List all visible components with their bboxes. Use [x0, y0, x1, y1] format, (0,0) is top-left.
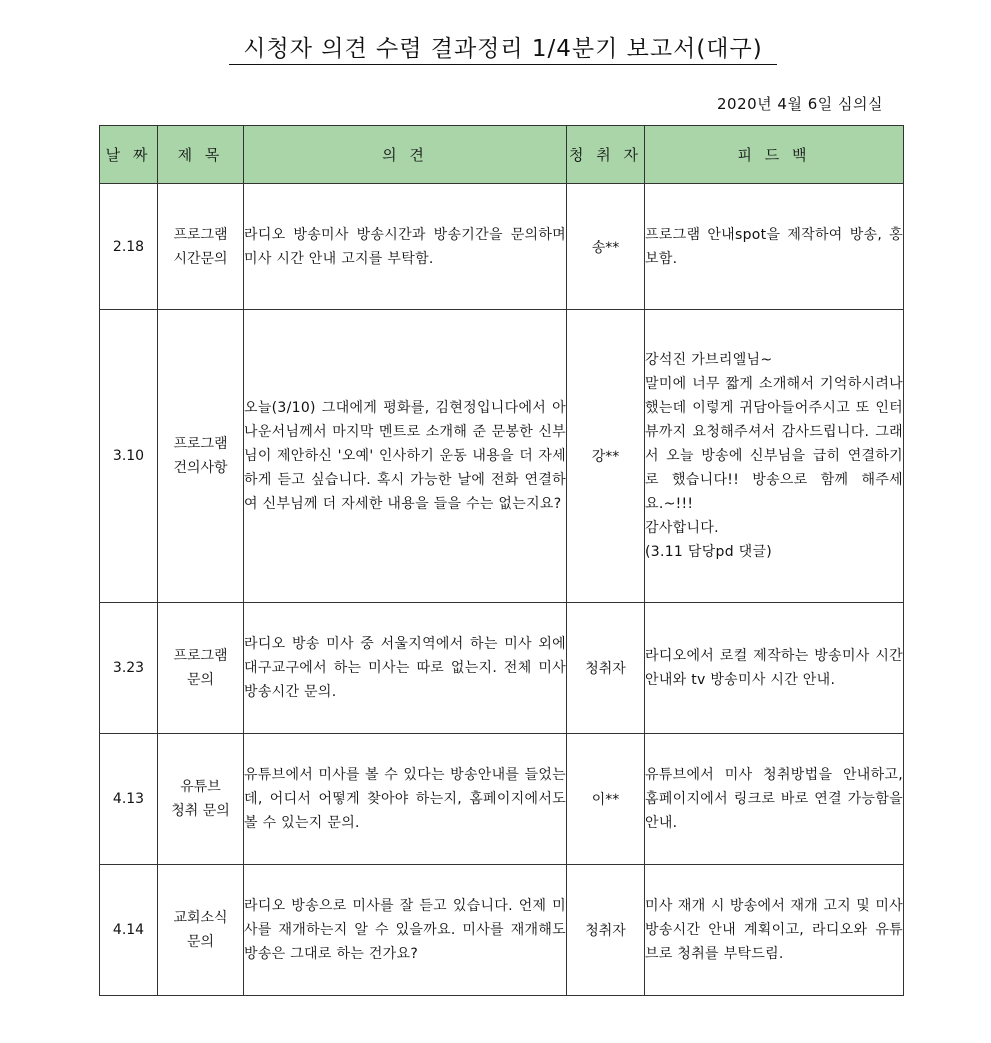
row-date: 3.23	[100, 603, 158, 734]
row-title: 교회소식 문의	[158, 865, 244, 996]
row-date: 2.18	[100, 184, 158, 310]
row-feedback: 유튜브에서 미사 청취방법을 안내하고, 홈페이지에서 링크로 바로 연결 가능함을 안내.	[645, 734, 904, 865]
row-title: 프로그램 문의	[158, 603, 244, 734]
row-opinion: 유튜브에서 미사를 볼 수 있다는 방송안내를 들었는데, 어디서 어떻게 찾아야 하는지, 홈페이지에서도 볼 수 있는지 문의.	[244, 734, 567, 865]
row-feedback: 라디오에서 로컬 제작하는 방송미사 시간 안내와 tv 방송미사 시간 안내.	[645, 603, 904, 734]
row-feedback: 미사 재개 시 방송에서 재개 고지 및 미사 방송시간 안내 계획이고, 라디오와 유튜브로 청취를 부탁드림.	[645, 865, 904, 996]
row-date: 4.13	[100, 734, 158, 865]
row-title: 유튜브 청취 문의	[158, 734, 244, 865]
row-title: 프로그램 시간문의	[158, 184, 244, 310]
report-title-text: 시청자 의견 수렴 결과정리 1/4분기 보고서(대구)	[229, 30, 776, 65]
table-row	[100, 603, 904, 734]
table-row	[100, 865, 904, 996]
header-feedback: 피 드 백	[645, 126, 904, 184]
row-title: 프로그램 건의사항	[158, 310, 244, 603]
report-table	[99, 125, 904, 996]
row-viewer: 강**	[567, 310, 645, 603]
table-row	[100, 184, 904, 310]
row-feedback: 강석진 가브리엘님~ 말미에 너무 짧게 소개해서 기억하시려나했는데 이렇게 귀담아들어주시고 또 인터뷰까지 요청해주셔서 감사드립니다. 그래서 오늘 방송에 신부님을 급히 연결하기로 했습니다!! 방송으로 함께 해주세요.~!!! 감사합니다. (3.11 담당pd 댓글)	[645, 310, 904, 603]
row-date: 4.14	[100, 865, 158, 996]
header-title: 제 목	[158, 126, 244, 184]
table-row	[100, 310, 904, 603]
report-title	[0, 30, 991, 65]
report-date: 2020년 4월 6일 심의실	[716, 95, 883, 113]
row-opinion: 라디오 방송미사 방송시간과 방송기간을 문의하며 미사 시간 안내 고지를 부탁함.	[244, 184, 567, 310]
header-viewer: 청 취 자	[567, 126, 645, 184]
row-viewer: 청취자	[567, 865, 645, 996]
row-opinion: 라디오 방송 미사 중 서울지역에서 하는 미사 외에 대구교구에서 하는 미사는 따로 없는지. 전체 미사 방송시간 문의.	[244, 603, 567, 734]
header-opinion: 의 견	[244, 126, 567, 184]
table-row	[100, 734, 904, 865]
row-date: 3.10	[100, 310, 158, 603]
header-date: 날 짜	[100, 126, 158, 184]
row-viewer: 송**	[567, 184, 645, 310]
row-viewer: 이**	[567, 734, 645, 865]
row-viewer: 청취자	[567, 603, 645, 734]
row-feedback: 프로그램 안내spot을 제작하여 방송, 홍보함.	[645, 184, 904, 310]
row-opinion: 오늘(3/10) 그대에게 평화를, 김현정입니다에서 아나운서님께서 마지막 멘트로 소개해 준 문봉한 신부님이 제안하신 '오예' 인사하기 운동 내용을 더 자세하게 듣고 싶습니다. 혹시 가능한 날에 전화 연결하여 신부님께 더 자세한 내용을 들을 수는 없는지요?	[244, 310, 567, 603]
header-row	[100, 126, 904, 184]
row-opinion: 라디오 방송으로 미사를 잘 듣고 있습니다. 언제 미사를 재개하는지 알 수 있을까요. 미사를 재개해도 방송은 그대로 하는 건가요?	[244, 865, 567, 996]
